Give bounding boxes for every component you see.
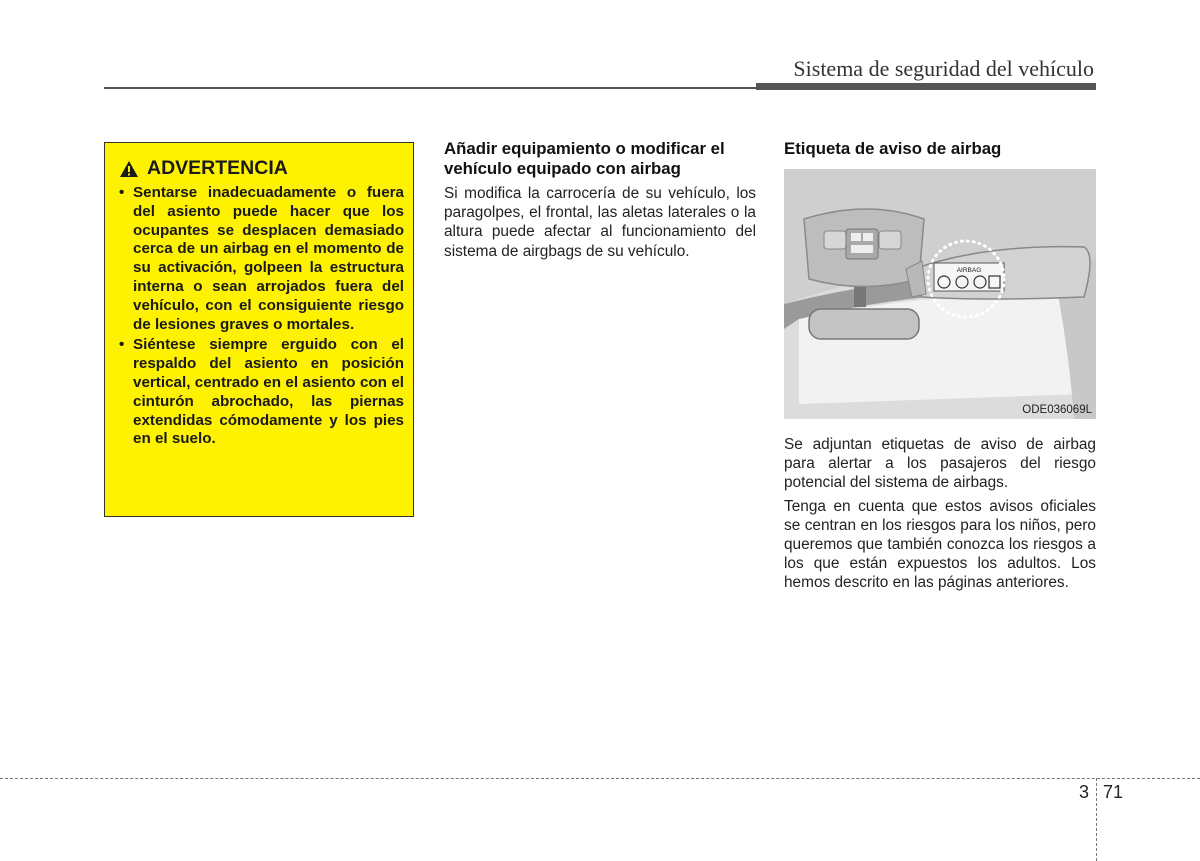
warning-box [104, 142, 414, 517]
modify-section [444, 139, 756, 265]
airbag-label-paragraph: Se adjuntan etiquetas de aviso de airbag para alertar a los pasajeros del riesgo potencial del sistema de airbags. [784, 436, 1096, 492]
car-interior-illustration [784, 169, 1096, 419]
page-number: 71 [1103, 782, 1124, 802]
modify-heading: Añadir equipamiento o modificar el vehículo equipado con airbag [444, 139, 725, 178]
warning-list [117, 184, 404, 449]
airbag-label-heading: Etiqueta de aviso de airbag [784, 139, 1002, 158]
modify-paragraph: Si modifica la carrocería de su vehículo, los paragolpes, el frontal, las aletas laterales o la altura puede afectar al funcionamiento del sistema de airgbags de su vehículo. [444, 185, 756, 260]
warning-bullet: • Sentarse inadecuadamente o fuera del asiento puede hacer que los ocupantes se desplacen demasiado cerca de un airbag en el momento de su activación, golpeen la estructura interna o sean arrojados fuera del vehículo, con el consiguiente riesgo de lesiones graves o mortales. [117, 184, 404, 334]
airbag-label-paragraph: Tenga en cuenta que estos avisos oficiales se centran en los riesgos para los niños, pero queremos que también conozca los riesgos a los que están expuestos los adultos. Los hemos descrito en las páginas anteriores. [784, 497, 1096, 592]
footer-vertical-divider [1096, 778, 1097, 861]
warning-bullet: • Siéntese siempre erguido con el respaldo del asiento en posición vertical, centrado en el asiento con el cinturón abrochado, las piernas extendidas cómodamente y los pies en el suelo. [117, 336, 404, 449]
section-title: Sistema de seguridad del vehículo [793, 56, 1094, 81]
header-rule-thick [756, 83, 1096, 90]
photo-label-text: AIRBAG [956, 267, 982, 274]
warning-heading [119, 157, 404, 180]
warning-triangle-icon [119, 160, 139, 178]
header-rule-thin [104, 87, 756, 89]
photo-code: ODE036069L [1022, 404, 1092, 416]
chapter-number: 3 [1079, 782, 1090, 802]
footer-divider [0, 778, 1200, 779]
airbag-label-section [784, 139, 1096, 597]
warning-title: ADVERTENCIA [147, 157, 288, 179]
airbag-label-photo [784, 169, 1096, 419]
